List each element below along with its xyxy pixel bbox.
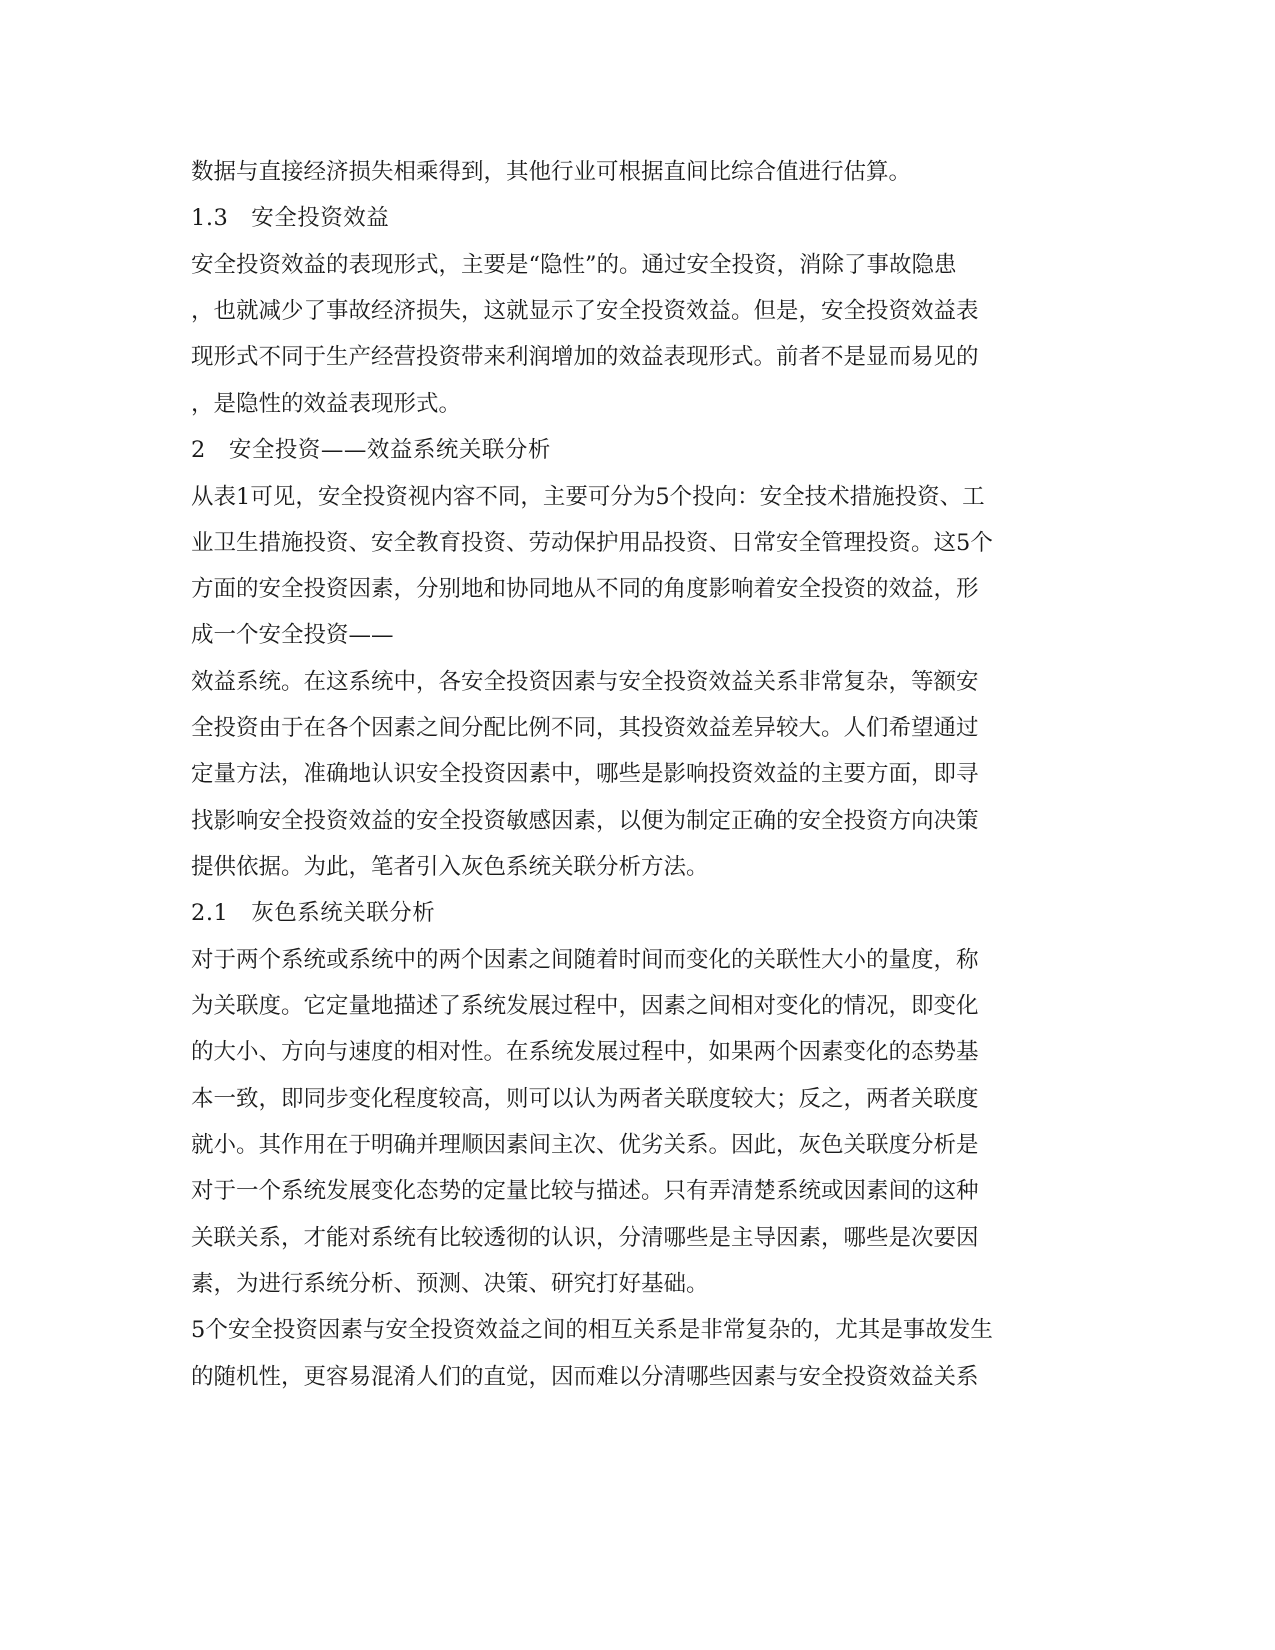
body-text-line: 安全投资效益的表现形式，主要是“隐性”的。通过安全投资，消除了事故隐患 <box>191 252 957 278</box>
body-text-line: 提供依据。为此，笔者引入灰色系统关联分析方法。 <box>191 854 709 880</box>
body-text-line: 对于一个系统发展变化态势的定量比较与描述。只有弄清楚系统或因素间的这种 <box>191 1178 979 1204</box>
body-text-line: 现形式不同于生产经营投资带来利润增加的效益表现形式。前者不是显而易见的 <box>191 344 979 370</box>
body-text-line: 找影响安全投资效益的安全投资敏感因素，以便为制定正确的安全投资方向决策 <box>191 808 979 834</box>
body-text-line: 本一致，即同步变化程度较高，则可以认为两者关联度较大；反之，两者关联度 <box>191 1086 979 1112</box>
body-text-line: 为关联度。它定量地描述了系统发展过程中，因素之间相对变化的情况，即变化 <box>191 993 979 1019</box>
body-text-line: 素，为进行系统分析、预测、决策、研究打好基础。 <box>191 1271 709 1297</box>
body-text-line: 效益系统。在这系统中，各安全投资因素与安全投资效益关系非常复杂，等额安 <box>191 669 979 695</box>
section-heading-2-1: 2.1 灰色系统关联分析 <box>191 900 436 926</box>
body-text-line: 定量方法，准确地认识安全投资因素中，哪些是影响投资效益的主要方面，即寻 <box>191 761 979 787</box>
body-text-line: 就小。其作用在于明确并理顺因素间主次、优劣关系。因此，灰色关联度分析是 <box>191 1132 979 1158</box>
body-text-line: 关联关系，才能对系统有比较透彻的认识，分清哪些是主导因素，哪些是次要因 <box>191 1225 979 1251</box>
body-text-line: ，是隐性的效益表现形式。 <box>191 391 462 417</box>
body-text-line: 的随机性，更容易混淆人们的直觉，因而难以分清哪些因素与安全投资效益关系 <box>191 1364 979 1390</box>
body-text-line: 全投资由于在各个因素之间分配比例不同，其投资效益差异较大。人们希望通过 <box>191 715 979 741</box>
section-heading-2: 2 安全投资——效益系统关联分析 <box>191 437 551 463</box>
body-text-line: 的大小、方向与速度的相对性。在系统发展过程中，如果两个因素变化的态势基 <box>191 1039 979 1065</box>
body-text-line: 方面的安全投资因素，分别地和协同地从不同的角度影响着安全投资的效益，形 <box>191 576 979 602</box>
body-text-line: 对于两个系统或系统中的两个因素之间随着时间而变化的关联性大小的量度，称 <box>191 947 979 973</box>
body-text-line: 成一个安全投资—— <box>191 622 394 648</box>
body-text-line: 数据与直接经济损失相乘得到，其他行业可根据直间比综合值进行估算。 <box>191 159 912 185</box>
section-heading-1-3: 1.3 安全投资效益 <box>191 205 390 231</box>
body-text-line: ，也就减少了事故经济损失，这就显示了安全投资效益。但是，安全投资效益表 <box>191 298 979 324</box>
body-text-line: 从表1可见，安全投资视内容不同，主要可分为5个投向：安全技术措施投资、工 <box>191 484 985 510</box>
body-text-line: 5个安全投资因素与安全投资效益之间的相互关系是非常复杂的，尤其是事故发生 <box>191 1317 993 1343</box>
body-text-line: 业卫生措施投资、安全教育投资、劳动保护用品投资、日常安全管理投资。这5个 <box>191 530 993 556</box>
